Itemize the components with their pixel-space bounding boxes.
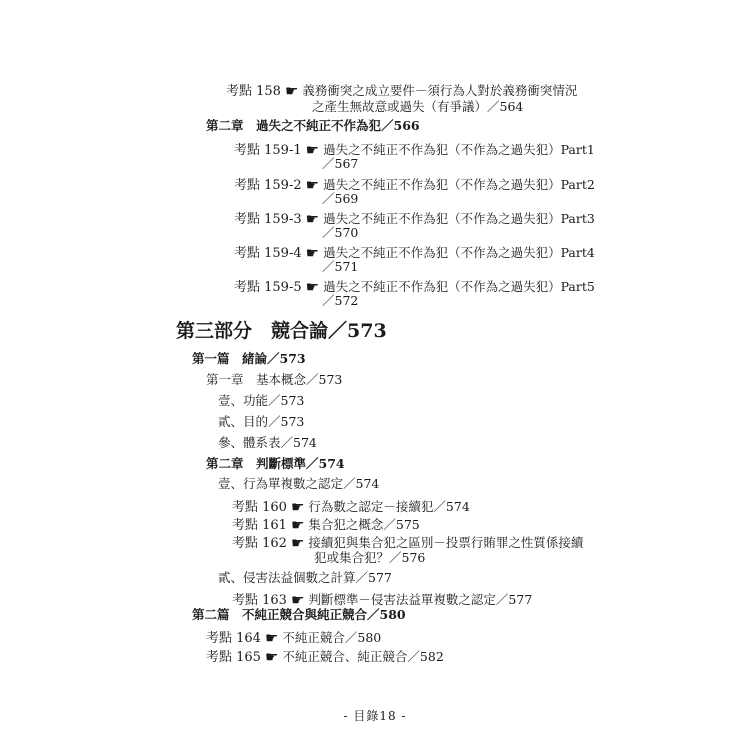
toc-entry <box>206 629 381 645</box>
toc-entry <box>226 82 577 98</box>
toc-entry-continuation: ／571 <box>322 259 359 274</box>
pointing-hand-icon: ☛ <box>290 591 305 609</box>
toc-subitem: 參、體系表／574 <box>218 435 317 450</box>
toc-entry-text: 過失之不純正不作為犯（不作為之過失犯）Part2 <box>323 177 595 192</box>
section-heading: 第一篇 緒論／573 <box>192 351 306 366</box>
toc-entry-text: 不純正競合／580 <box>282 630 382 645</box>
toc-entry-text: 過失之不純正不作為犯（不作為之過失犯）Part4 <box>323 245 595 260</box>
pointing-hand-icon: ☛ <box>305 244 320 262</box>
toc-subitem: 貳、侵害法益個數之計算／577 <box>218 570 392 585</box>
toc-entry-label: 考點 164 <box>206 631 261 646</box>
toc-entry-label: 考點 159-3 <box>234 212 302 227</box>
toc-entry-text: 接續犯與集合犯之區別－投票行賄罪之性質係接續 <box>308 535 584 550</box>
toc-entry-label: 考點 160 <box>232 500 287 515</box>
toc-entry-text: 行為數之認定－接續犯／574 <box>308 499 470 514</box>
chapter-heading: 第一章 基本概念／573 <box>206 372 343 387</box>
toc-entry <box>232 534 583 550</box>
toc-subitem: 貳、目的／573 <box>218 414 305 429</box>
toc-entry-label: 考點 163 <box>232 593 287 608</box>
chapter-heading: 第二章 過失之不純正不作為犯／566 <box>206 118 420 133</box>
toc-entry <box>232 516 420 532</box>
toc-entry-continuation: 犯或集合犯？／576 <box>314 550 426 565</box>
toc-entry-continuation: ／567 <box>322 156 359 171</box>
toc-subitem: 壹、行為單複數之認定／574 <box>218 476 380 491</box>
pointing-hand-icon: ☛ <box>290 534 305 552</box>
toc-entry-label: 考點 159-4 <box>234 246 302 261</box>
toc-entry <box>234 278 595 294</box>
pointing-hand-icon: ☛ <box>264 629 279 647</box>
toc-entry-text: 集合犯之概念／575 <box>308 517 420 532</box>
toc-entry-text: 判斷標準－侵害法益單複數之認定／577 <box>308 592 533 607</box>
toc-entry-label: 考點 159-2 <box>234 178 302 193</box>
toc-entry-text: 過失之不純正不作為犯（不作為之過失犯）Part5 <box>323 279 595 294</box>
toc-entry <box>234 210 595 226</box>
chapter-heading: 第二章 判斷標準／574 <box>206 456 345 471</box>
toc-subitem: 壹、功能／573 <box>218 393 305 408</box>
pointing-hand-icon: ☛ <box>264 648 279 666</box>
toc-entry <box>234 244 595 260</box>
toc-entry <box>234 141 595 157</box>
toc-entry-text: 過失之不純正不作為犯（不作為之過失犯）Part1 <box>323 142 595 157</box>
toc-entry-continuation: ／572 <box>322 293 359 308</box>
toc-entry-label: 考點 165 <box>206 650 261 665</box>
toc-entry-text: 義務衝突之成立要件－須行為人對於義務衝突情況 <box>302 83 578 98</box>
toc-entry-label: 考點 162 <box>232 536 287 551</box>
toc-entry <box>232 591 532 607</box>
toc-entry-text: 不純正競合、純正競合／582 <box>282 649 444 664</box>
pointing-hand-icon: ☛ <box>305 210 320 228</box>
pointing-hand-icon: ☛ <box>284 82 299 100</box>
pointing-hand-icon: ☛ <box>290 516 305 534</box>
section-heading: 第二篇 不純正競合與純正競合／580 <box>192 607 406 622</box>
toc-entry-continuation: 之產生無故意或過失（有爭議）／564 <box>312 99 524 114</box>
pointing-hand-icon: ☛ <box>305 278 320 296</box>
toc-entry-label: 考點 161 <box>232 518 287 533</box>
pointing-hand-icon: ☛ <box>305 141 320 159</box>
pointing-hand-icon: ☛ <box>305 176 320 194</box>
part-heading: 第三部分 競合論／573 <box>176 320 387 342</box>
toc-entry <box>232 498 470 514</box>
page-footer: - 目錄18 - <box>343 709 407 723</box>
toc-entry-text: 過失之不純正不作為犯（不作為之過失犯）Part3 <box>323 211 595 226</box>
toc-entry-label: 考點 159-5 <box>234 280 302 295</box>
toc-entry-continuation: ／570 <box>322 225 359 240</box>
pointing-hand-icon: ☛ <box>290 498 305 516</box>
toc-entry-continuation: ／569 <box>322 191 359 206</box>
toc-entry-label: 考點 158 <box>226 84 281 99</box>
toc-entry <box>234 176 595 192</box>
toc-entry-label: 考點 159-1 <box>234 143 302 158</box>
toc-entry <box>206 648 444 664</box>
